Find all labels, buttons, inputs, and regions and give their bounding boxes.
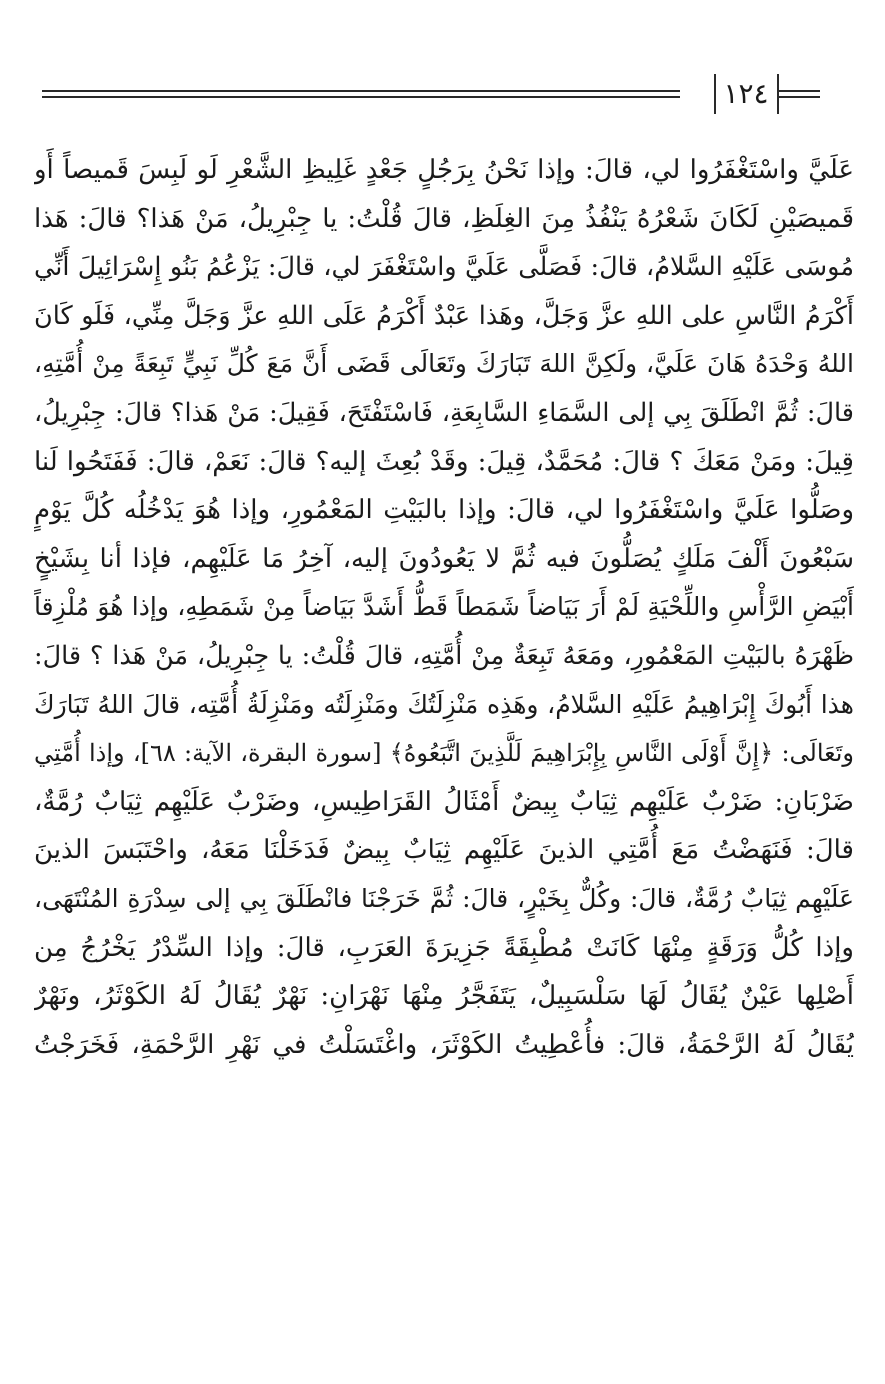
text-line-7: قِيلَ: ومَنْ مَعَكَ ؟ قالَ: مُحَمَّدٌ، قِيلَ: وقَدْ بُعِثَ إليه؟ قالَ: نَعَمْ، قالَ: فَفَتَحُوا لَنا [34, 446, 854, 477]
text-line-5: اللهُ وَحْدَهُ هَانَ عَلَيَّ، ولَكِنَّ اللهَ تَبَارَكَ وتَعَالَى قَضَى أَنَّ مَعَ كُلِّ نَبِيٍّ تَبِعَةً مِنْ أُمَّتِهِ، [34, 349, 854, 379]
text-line-15: قالَ: فَنَهَضْتُ مَعَ أُمَّتِي الذينَ عَلَيْهِم ثِيَابٌ بِيضٌ فَدَخَلْنَا مَعَهُ، واحْتَبَسَ الذينَ [34, 835, 854, 866]
page-number: ١٢٤ [723, 77, 769, 110]
text-line-14: ضَرْبَانِ: ضَرْبٌ عَلَيْهِم ثِيَابٌ بِيضٌ أَمْثَالُ القَرَاطِيسِ، وضَرْبٌ عَلَيْهِم ثِيَابٌ رُمَّةٌ، [34, 786, 854, 817]
text-line-4: أَكْرَمُ النَّاسِ على اللهِ عزَّ وَجَلَّ، وهَذا عَبْدٌ أَكْرَمُ عَلَى اللهِ عزَّ وَجَلَّ مِنِّي، فَلَو كَانَ [34, 300, 854, 331]
text-line-6: قالَ: ثُمَّ انْطَلَقَ بِي إلى السَّمَاءِ السَّابِعَةِ، فَاسْتَفْتَحَ، فَقِيلَ: مَنْ هَذا؟ قالَ: جِبْرِيلُ، [34, 397, 854, 428]
header-double-rule-left [42, 90, 680, 98]
text-line-11: ظَهْرَهُ بالبَيْتِ المَعْمُورِ، ومَعَهُ تَبِعَةٌ مِنْ أُمَّتِهِ، قالَ قُلْتُ: يا جِبْرِيلُ، مَنْ هَذا ؟ قالَ: [34, 640, 854, 671]
text-line-9: سَبْعُونَ أَلْفَ مَلَكٍ يُصَلُّونَ فيه ثُمَّ لا يَعُودُونَ إليه، آخِرُ مَا عَلَيْهِم، فإذا أنا بِشَيْخٍ [34, 543, 854, 574]
text-line-8: وصَلُّوا عَلَيَّ واسْتَغْفَرُوا لي، قالَ: وإذا بالبَيْتِ المَعْمُورِ، وإذا هُوَ يَدْخُلُه كُلَّ يَوْمٍ [34, 495, 854, 526]
text-line-3: مُوسَى عَلَيْهِ السَّلامُ، قالَ: فَصَلَّى عَلَيَّ واسْتَغْفَرَ لي، قالَ: يَزْعُمُ بَنُو إِسْرَائِيلَ أَنِّي [34, 252, 854, 283]
text-line-12: هذا أَبُوكَ إِبْرَاهِيمُ عَلَيْهِ السَّلامُ، وهَذِه مَنْزِلَتُكَ ومَنْزِلَتُه ومَنْزِلَةُ أُمَّتِه، قالَ اللهُ تَبَارَكَ [34, 689, 854, 719]
text-line-13-quran-citation: وتَعَالَى: ﴿إِنَّ أَوْلَى النَّاسِ بِإِبْرَاهِيمَ لَلَّذِينَ اتَّبَعُوهُ﴾ [سورة البقرة، الآية: ٦٨]، وإذا أُمَّتِي [34, 739, 854, 768]
text-line-2: قَميصَيْنِ لَكَانَ شَعْرُهُ يَنْفُذُ مِنَ الغِلَظِ، قالَ قُلْتُ: يا جِبْرِيلُ، مَنْ هَذا؟ قالَ: هَذا [34, 203, 854, 234]
text-line-16: عَلَيْهِم ثِيَابٌ رُمَّةٌ، قالَ: وكُلٌّ بِخَيْرٍ، قالَ: ثُمَّ خَرَجْنَا فانْطَلَقَ بِي إلى سِدْرَةِ المُنْتَهَى، [34, 883, 854, 913]
text-line-1: عَلَيَّ واسْتَغْفَرُوا لي، قالَ: وإذا نَحْنُ بِرَجُلٍ جَعْدٍ غَلِيظِ الشَّعْرِ لَو لَبِسَ قَميصاً أَو [34, 155, 854, 185]
page-header [42, 74, 820, 114]
text-line-18: أَصْلِها عَيْنٌ يُقَالُ لَهَا سَلْسَبِيلٌ، يَتَفَجَّرُ مِنْهَا نَهْرَانِ: نَهْرٌ يُقَالُ لَهُ الكَوْثَرُ، ونَهْرٌ [34, 981, 854, 1012]
body-text [34, 146, 854, 1306]
text-line-10: أَبْيَضِ الرَّأْسِ واللِّحْيَةِ لَمْ أَرَ بَيَاضاً شَمَطاً قَطُّ أَشَدَّ بَيَاضاً مِنْ شَمَطِهِ، وإذا هُوَ مُلْزِقاً [34, 592, 854, 622]
text-line-19: يُقَالُ لَهُ الرَّحْمَةُ، قالَ: فأُعْطِيتُ الكَوْثَرَ، واغْتَسَلْتُ في نَهْرِ الرَّحْمَةِ، فَخَرَجْتُ [34, 1029, 854, 1060]
text-line-17: وإذا كُلُّ وَرَقَةٍ مِنْهَا كَانَتْ مُطْبِقَةً جَزِيرَةَ العَرَبِ، قالَ: وإذا السِّدْرُ يَخْرُجُ مِن [34, 932, 854, 963]
header-double-rule-right [779, 90, 820, 98]
